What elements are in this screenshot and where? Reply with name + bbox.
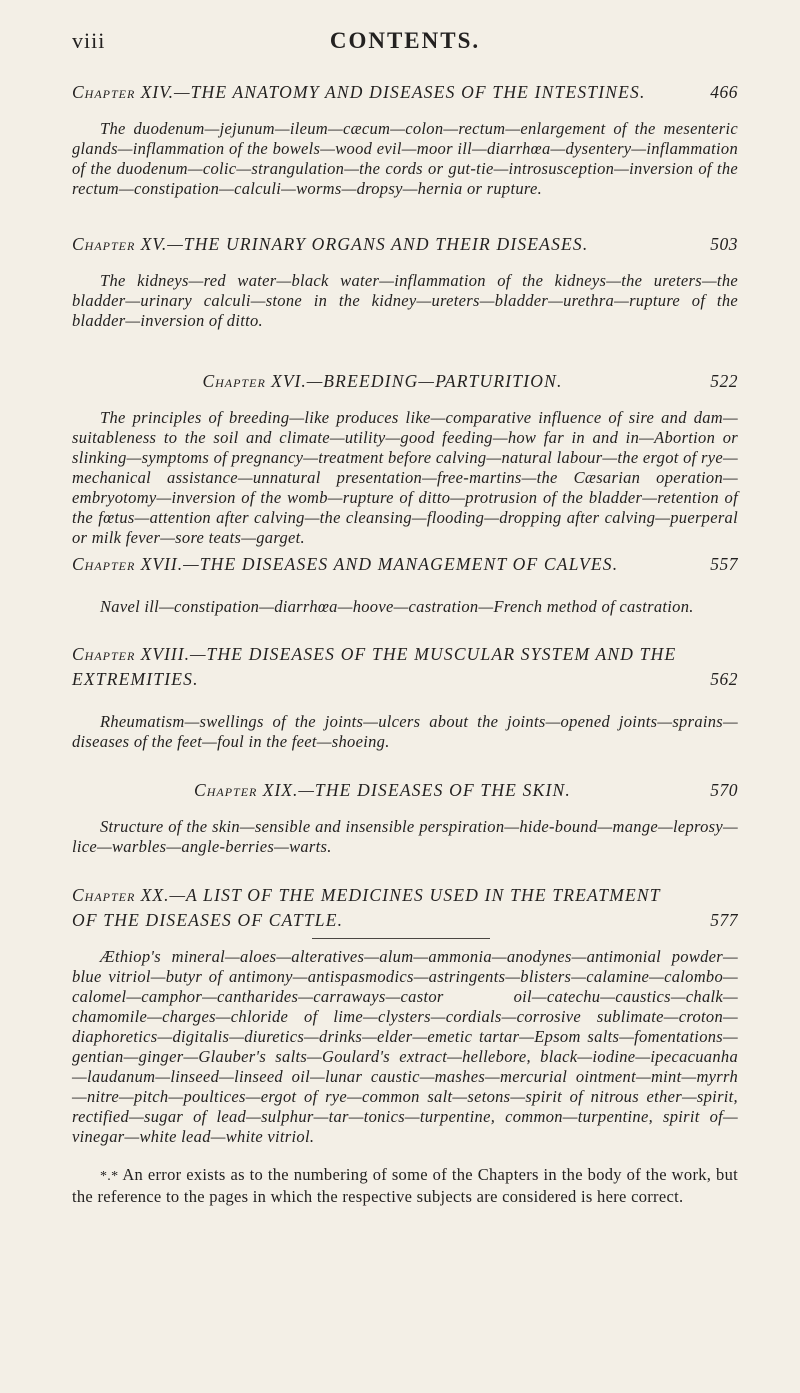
- chapter-number: Chapter XVI.—: [202, 371, 324, 391]
- chapter-title: A LIST OF THE MEDICINES USED IN THE TREATMENT OF THE DISEASES OF CATTLE.: [72, 885, 661, 930]
- chapter-heading: [72, 642, 738, 692]
- chapter-page-number: 562: [710, 669, 738, 689]
- footnote-mark: *.*: [100, 1169, 119, 1184]
- chapter-entry-14: [72, 80, 738, 199]
- chapter-page-number: 503: [710, 234, 738, 254]
- chapter-heading: [72, 552, 738, 577]
- chapter-summary: Æthiop's mineral—aloes—alteratives—alum—ammonia—anodynes—antimonial powder—blue vitriol—butyr of antimony—antispasmodics—astringents—blisters—calamine—calombo—calomel—camphor—cantharides—carraways—castor oil—catechu—caustics—chalk—chamomile—charges—chloride of lime—clysters—cordials—corrosive sublimate—croton—diaphoretics—digitalis—diuretics—drinks—elder—emetic tartar—Epsom salts—fomentations—gentian—ginger—Glauber's salts—Goulard's extract—hellebore, black—iodine—ipecacuanha—laudanum—linseed—linseed oil—lunar caustic—mashes—mercurial ointment—mint—myrrh—nitre—pitch—poultices—ergot of rye—common salt—setons—spirit of nitrous ether—spirit, rectified—sugar of lead—sulphur—tar—tonics—turpentine, common—turpentine, spirit of—vinegar—white lead—white vitriol.: [72, 947, 738, 1146]
- chapter-page-number: 570: [710, 780, 738, 800]
- footnote-text: An error exists as to the numbering of some of the Chapters in the body of the work, but the reference to the pages in which the respective subjects are considered is here correct.: [72, 1165, 739, 1206]
- chapter-heading: [72, 80, 738, 105]
- chapter-title: THE URINARY ORGANS AND THEIR DISEASES.: [183, 234, 589, 254]
- chapter-summary: Structure of the skin—sensible and insensible perspiration—hide-bound—mange—leprosy—lice—warbles—angle-berries—warts.: [72, 817, 738, 856]
- footnote: [72, 1165, 738, 1207]
- chapter-entry-16: [72, 369, 738, 548]
- page-number: viii: [72, 28, 106, 53]
- chapter-summary: The principles of breeding—like produces like—comparative influence of sire and dam—suitableness to the soil and climate—utility—good feeding—how far in and in—Abortion or slinking—symptoms of pregnancy—treatment before calving—natural labour—the ergot of rye—mechanical assistance—unnatural presentation—free-martins—the Cæsarian operation—embryotomy—inversion of the womb—rupture of ditto—protrusion of the bladder—retention of the fœtus—attention after calving—the cleansing—flooding—dropping after calving—puerperal or milk fever—sore teats—garget.: [72, 408, 738, 547]
- chapter-summary: Rheumatism—swellings of the joints—ulcers about the joints—opened joints—sprains—diseases of the feet—foul in the feet—shoeing.: [72, 712, 738, 751]
- chapter-summary: The kidneys—red water—black water—inflammation of the kidneys—the ureters—the bladder—urinary calculi—stone in the kidney—ureters—bladder—urethra—rupture of the bladder—inversion of ditto.: [72, 271, 738, 330]
- chapter-title: THE DISEASES OF THE MUSCULAR SYSTEM AND THE EXTREMITIES.: [72, 644, 677, 689]
- running-head: [72, 28, 738, 58]
- closing-rule: [312, 938, 490, 939]
- chapter-title: BREEDING—PARTURITION.: [323, 371, 563, 391]
- chapter-heading: [72, 883, 738, 933]
- chapter-entry-15: [72, 232, 738, 331]
- chapter-number: Chapter XIV.—: [72, 82, 191, 102]
- chapter-page-number: 522: [710, 371, 738, 391]
- chapter-page-number: 466: [710, 82, 738, 102]
- chapter-title: THE DISEASES AND MANAGEMENT OF CALVES.: [199, 554, 619, 574]
- chapter-entry-17: [72, 552, 738, 617]
- chapter-entry-18: [72, 642, 738, 752]
- chapter-summary: The duodenum—jejunum—ileum—cæcum—colon—rectum—enlargement of the mesenteric glands—inflammation of the bowels—wood evil—moor ill—diarrhœa—dysentery—inflammation of the duodenum—colic—strangulation—the cords or gut-tie—introsusception—inversion of the rectum—constipation—calculi—worms—dropsy—hernia or rupture.: [72, 119, 738, 198]
- chapter-number: Chapter XIX.—: [194, 780, 315, 800]
- chapter-number: Chapter XVII.—: [72, 554, 200, 574]
- chapter-heading: [72, 778, 738, 803]
- chapter-summary: Navel ill—constipation—diarrhœa—hoove—castration—French method of castration.: [100, 597, 694, 616]
- chapter-number: Chapter XVIII.—: [72, 644, 207, 664]
- chapter-title: THE ANATOMY AND DISEASES OF THE INTESTINES.: [190, 82, 646, 102]
- running-title: CONTENTS.: [329, 28, 481, 53]
- chapter-entry-20: [72, 883, 738, 1147]
- chapter-heading: [72, 369, 738, 394]
- chapter-page-number: 557: [710, 554, 738, 574]
- contents-list: [72, 80, 738, 1224]
- chapter-page-number: 577: [710, 910, 738, 930]
- chapter-entry-19: [72, 778, 738, 857]
- chapter-heading: [72, 232, 738, 257]
- chapter-title: THE DISEASES OF THE SKIN.: [314, 780, 571, 800]
- chapter-number: Chapter XV.—: [72, 234, 184, 254]
- chapter-number: Chapter XX.—: [72, 885, 187, 905]
